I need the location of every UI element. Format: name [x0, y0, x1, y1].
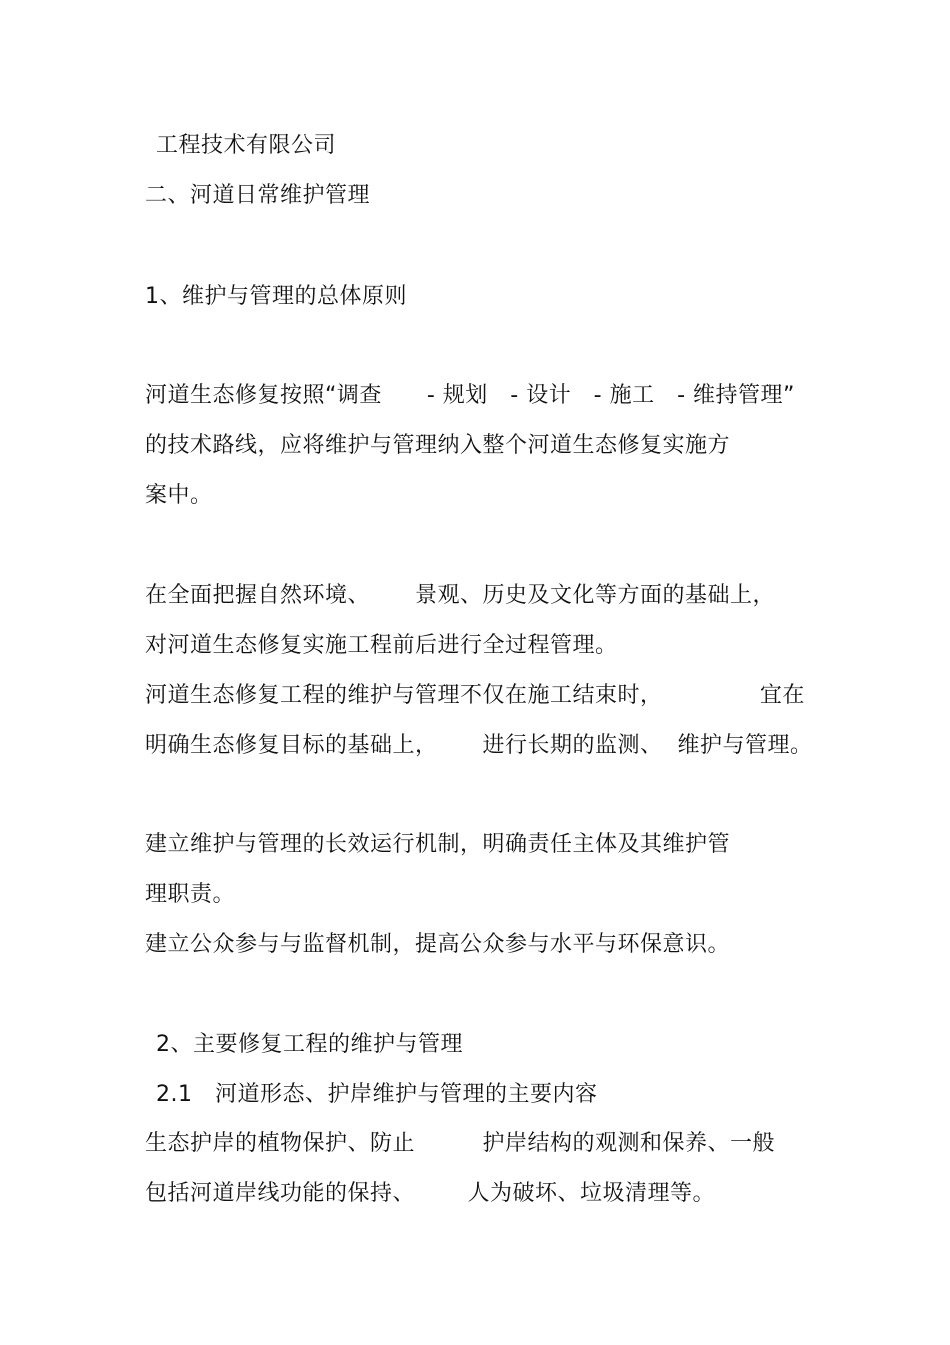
paragraph-line: 河道生态修复按照“调查 - 规划 - 设计 - 施工 - 维持管理”: [145, 383, 795, 408]
paragraph-line: 明确生态修复目标的基础上， 进行长期的监测、 维护与管理。: [145, 733, 813, 758]
paragraph-line: 对河道生态修复实施工程前后进行全过程管理。: [145, 633, 618, 658]
paragraph-line: 包括河道岸线功能的保持、 人为破坏、垃圾清理等。: [145, 1181, 715, 1206]
paragraph-line: 的技术路线，应将维护与管理纳入整个河道生态修复实施方: [145, 433, 731, 458]
paragraph-line: 案中。: [145, 483, 213, 508]
subsection-heading-1: 1、维护与管理的总体原则: [145, 284, 407, 309]
company-name: 工程技术有限公司: [156, 133, 337, 158]
paragraph-line: 在全面把握自然环境、 景观、历史及文化等方面的基础上，: [145, 583, 775, 608]
subsection-heading-2-1: 2.1 河道形态、护岸维护与管理的主要内容: [156, 1082, 598, 1107]
subsection-heading-2: 2、主要修复工程的维护与管理: [156, 1032, 463, 1057]
paragraph-line: 建立公众参与与监督机制，提高公众参与水平与环保意识。: [145, 932, 731, 957]
paragraph-line: 理职责。: [145, 882, 236, 907]
paragraph-line: 生态护岸的植物保护、防止 护岸结构的观测和保养、一般: [145, 1131, 775, 1156]
section-heading: 二、河道日常维护管理: [145, 183, 371, 208]
paragraph-line: 河道生态修复工程的维护与管理不仅在施工结束时， 宜在: [145, 683, 805, 708]
paragraph-line: 建立维护与管理的长效运行机制，明确责任主体及其维护管: [145, 832, 731, 857]
